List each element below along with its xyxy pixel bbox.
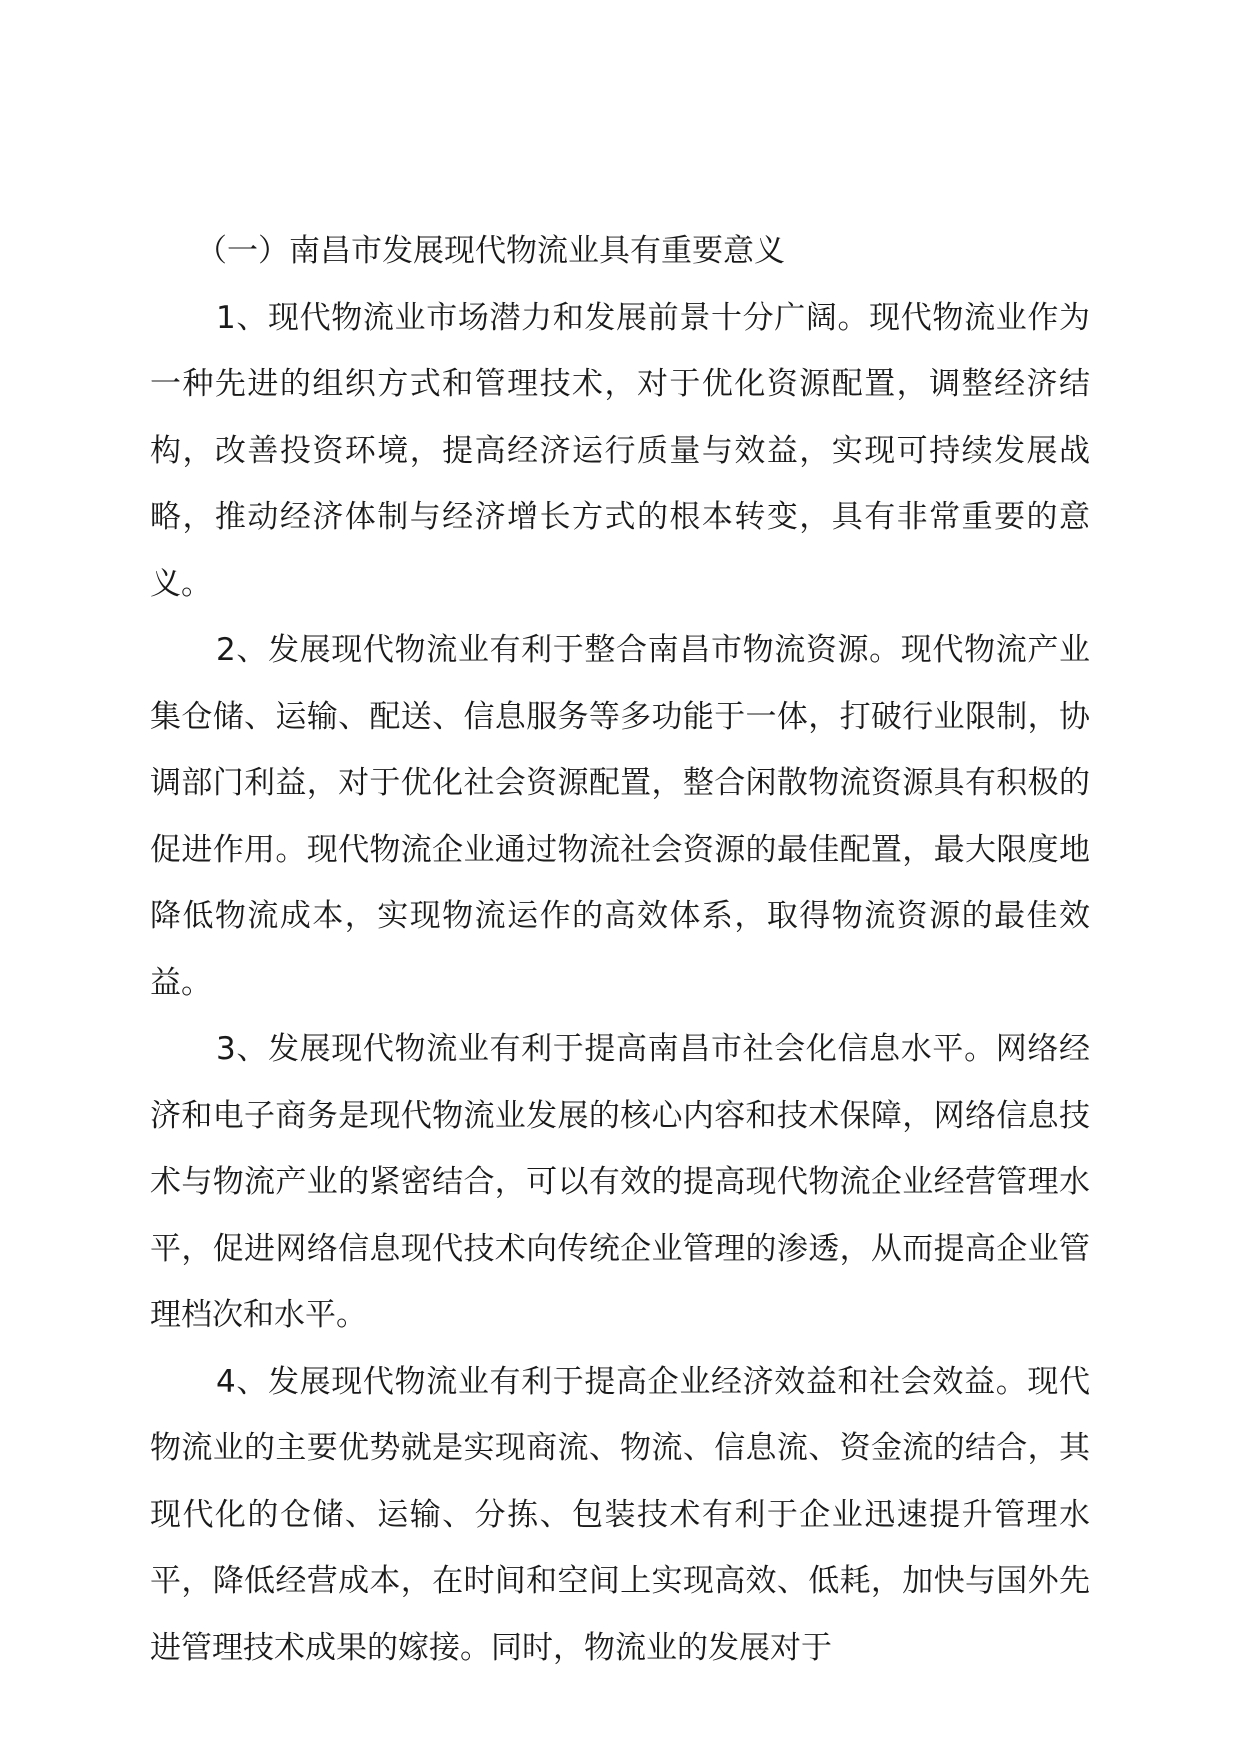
paragraph-3: 3、发展现代物流业有利于提高南昌市社会化信息水平。网络经济和电子商务是现代物流业发展的核心内容和技术保障，网络信息技术与物流产业的紧密结合，可以有效的提高现代物流企业经营管理水平，促进网络信息现代技术向传统企业管理的渗透，从而提高企业管理档次和水平。	[150, 1031, 1090, 1333]
paragraph-2: 2、发展现代物流业有利于整合南昌市物流资源。现代物流产业集仓储、运输、配送、信息服务等多功能于一体，打破行业限制，协调部门利益，对于优化社会资源配置，整合闲散物流资源具有积极的促进作用。现代物流企业通过物流社会资源的最佳配置，最大限度地降低物流成本，实现物流运作的高效体系，取得物流资源的最佳效益。	[150, 632, 1090, 1001]
document-body	[150, 218, 1090, 1681]
paragraph-1: 1、现代物流业市场潜力和发展前景十分广阔。现代物流业作为一种先进的组织方式和管理技术，对于优化资源配置，调整经济结构，改善投资环境，提高经济运行质量与效益，实现可持续发展战略，推动经济体制与经济增长方式的根本转变，具有非常重要的意义。	[150, 299, 1090, 602]
paragraph-4: 4、发展现代物流业有利于提高企业经济效益和社会效益。现代物流业的主要优势就是实现商流、物流、信息流、资金流的结合，其现代化的仓储、运输、分拣、包装技术有利于企业迅速提升管理水平，降低经营成本，在时间和空间上实现高效、低耗，加快与国外先进管理技术成果的嫁接。同时，物流业的发展对于	[150, 1363, 1090, 1666]
section-heading: （一）南昌市发展现代物流业具有重要意义	[196, 233, 785, 269]
